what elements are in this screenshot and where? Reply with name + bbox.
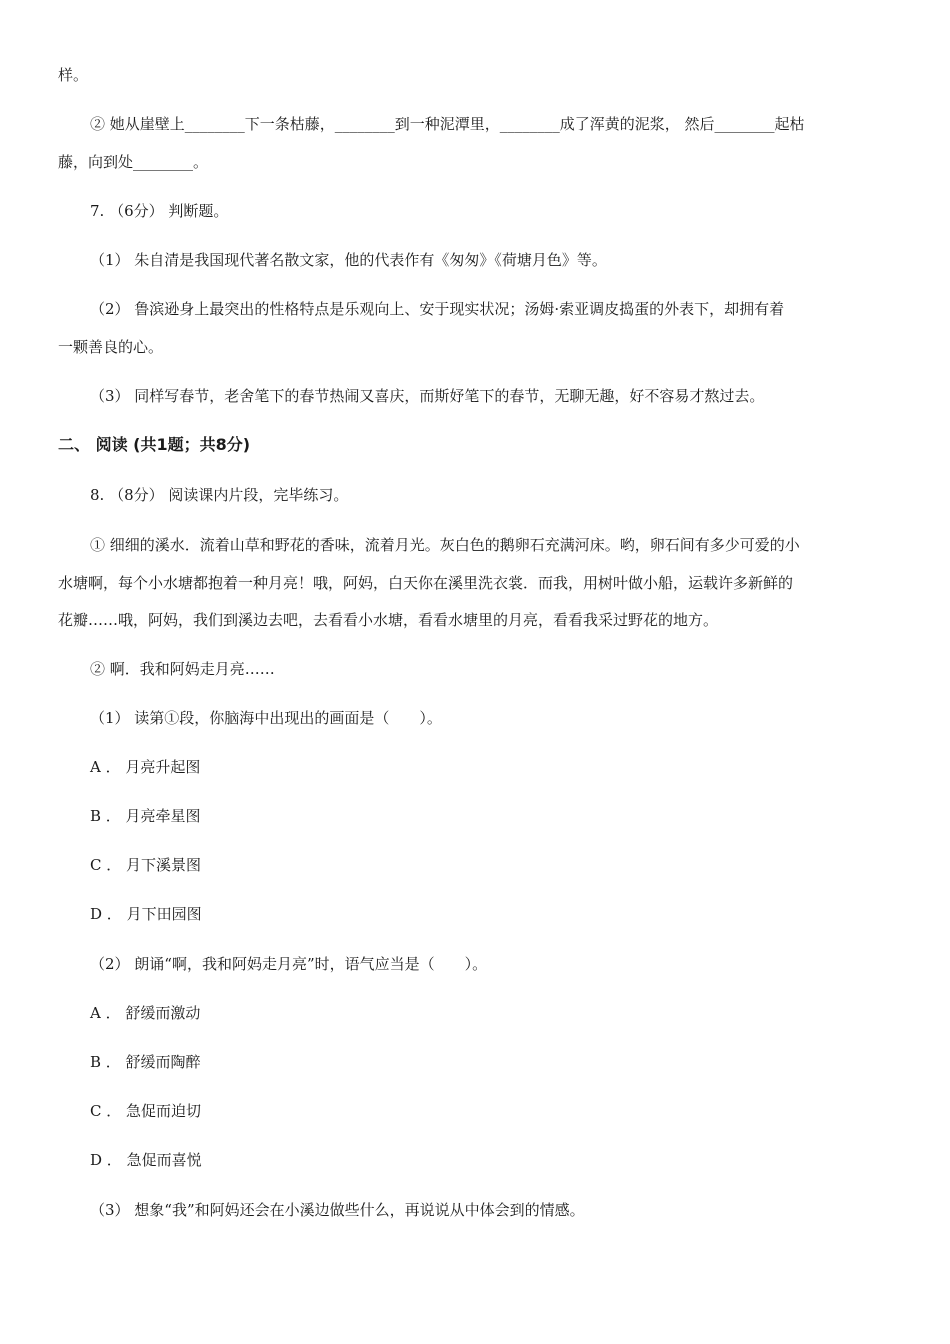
passage-line: 花瓣……哦，阿妈，我们到溪边去吧，去看看小水塘，看看水塘里的月亮，看看我采过野花的地方。 [58, 611, 719, 629]
passage-line: ① 细细的溪水．流着山草和野花的香味，流着月光。灰白色的鹅卵石充满河床。哟，卵石间有多少可爱的小 [90, 536, 800, 554]
passage-line: ② 啊．我和阿妈走月亮…… [90, 660, 275, 678]
option-d: D ． 急促而喜悦 [90, 1151, 202, 1169]
option-b: B ． 月亮牵星图 [90, 807, 201, 825]
question-7-item-2: （2） 鲁滨逊身上最突出的性格特点是乐观向上、安于现实状况；汤姆·索亚调皮捣蛋的外表下，却拥有着 [90, 300, 785, 318]
question-8-item-1: （1） 读第①段，你脑海中出现出的画面是（ ）。 [90, 709, 442, 727]
question-7-item-2-cont: 一颗善良的心。 [58, 338, 164, 356]
question-8-title: 8. （8分） 阅读课内片段，完毕练习。 [90, 486, 349, 504]
fill-blank-line: ② 她从崖壁上________下一条枯藤，________到一种泥潭里，________成了浑黄的泥浆， 然后________起枯 [90, 115, 805, 133]
question-8-item-2: （2） 朗诵“啊，我和阿妈走月亮”时，语气应当是（ ）。 [90, 955, 488, 973]
option-a: A ． 舒缓而激动 [90, 1004, 201, 1022]
option-c: C ． 月下溪景图 [90, 856, 202, 874]
option-b: B ． 舒缓而陶醉 [90, 1053, 201, 1071]
question-7-title: 7. （6分） 判断题。 [90, 202, 229, 220]
section-heading: 二、 阅读 (共1题；共8分) [58, 435, 251, 454]
option-a: A ． 月亮升起图 [90, 758, 201, 776]
text-line: 样。 [58, 66, 89, 84]
question-7-item-3: （3） 同样写春节，老舍笔下的春节热闹又喜庆，而斯妤笔下的春节，无聊无趣，好不容易才熬过去。 [90, 387, 765, 405]
passage-line: 水塘啊，每个小水塘都抱着一种月亮！哦，阿妈，白天你在溪里洗衣裳．而我，用树叶做小船，运载许多新鲜的 [58, 574, 794, 592]
option-d: D ． 月下田园图 [90, 905, 202, 923]
question-8-item-3: （3） 想象“我”和阿妈还会在小溪边做些什么，再说说从中体会到的情感。 [90, 1201, 585, 1219]
option-c: C ． 急促而迫切 [90, 1102, 202, 1120]
question-7-item-1: （1） 朱自清是我国现代著名散文家，他的代表作有《匆匆》《荷塘月色》等。 [90, 251, 607, 269]
fill-blank-line: 藤，向到处________。 [58, 153, 209, 171]
